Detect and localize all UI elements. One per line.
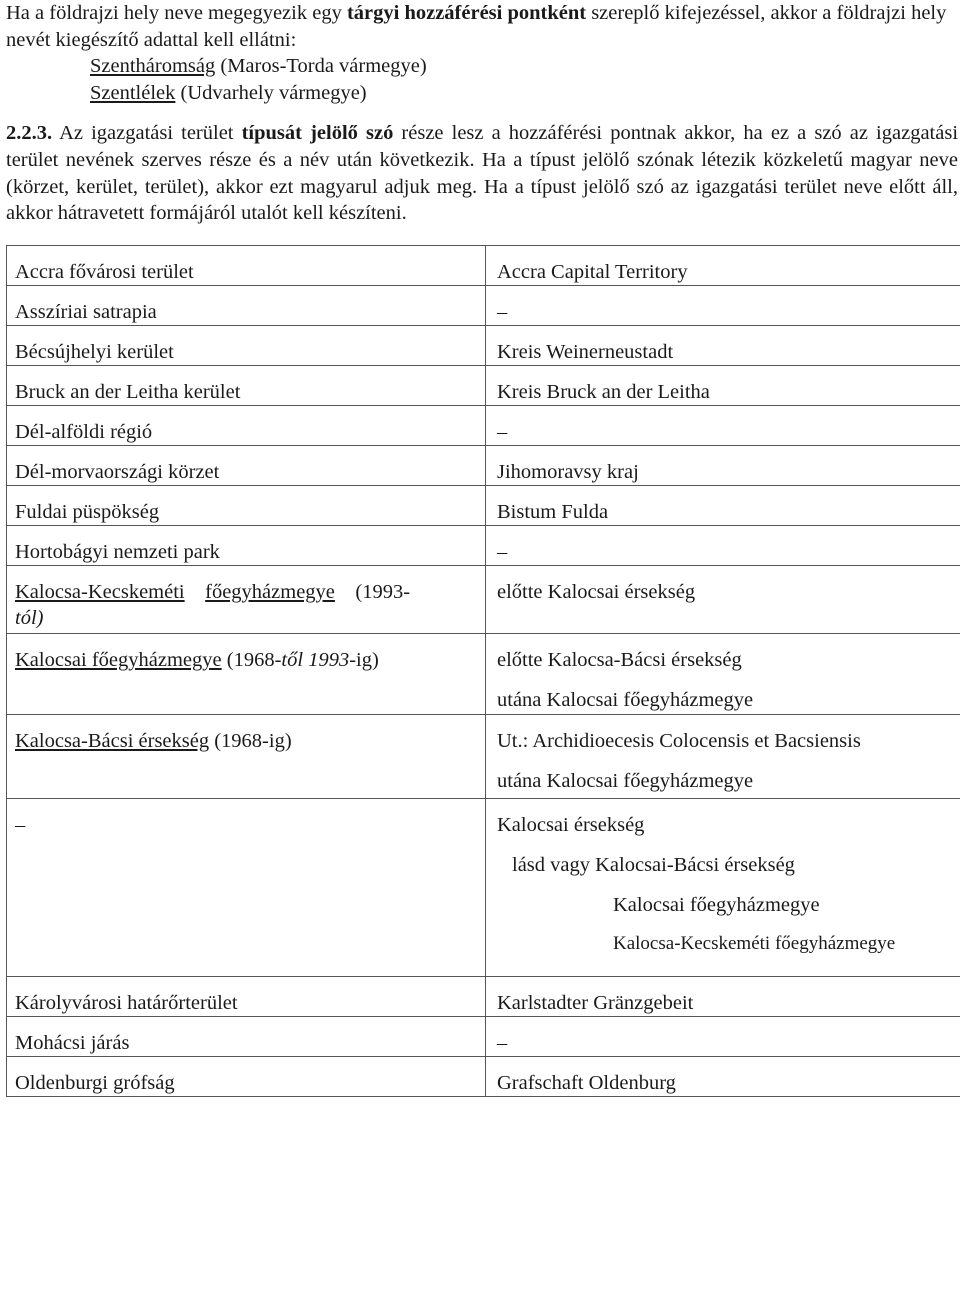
examples-table (6, 245, 960, 1097)
table-row (7, 326, 960, 366)
table-cell-left (7, 634, 486, 715)
table-row (7, 566, 960, 634)
table-cell-right: előtte Kalocsai érsekség (486, 566, 960, 634)
intro-text-end: szereplő kifejezéssel, akkor a földrajzi hely nevét kiegészítő adattal kell ellátni: (6, 2, 947, 51)
table-row (7, 715, 960, 799)
table-cell-left: Hortobágyi nemzeti park (7, 526, 486, 566)
table-cell-right: – (486, 526, 960, 566)
table-row (7, 486, 960, 526)
table-cell-right: Kreis Weinerneustadt (486, 326, 960, 366)
section-text-1: Az igazgatási terület (52, 122, 242, 144)
cell-line: Kalocsa-Kecskeméti főegyházmegye (613, 933, 896, 954)
table-cell-right: Jihomoravsy kraj (486, 446, 960, 486)
entry-link[interactable]: főegyházmegye (205, 581, 335, 603)
table-cell-left: Dél-alföldi régió (7, 406, 486, 446)
cell-line: utána Kalocsai főegyházmegye (497, 689, 754, 711)
entry-note: tól) (15, 607, 44, 629)
table-cell-right: Grafschaft Oldenburg (486, 1057, 960, 1097)
table-cell-right: – (486, 406, 960, 446)
entry-note: (1993- (355, 581, 411, 603)
table-cell-left (7, 715, 486, 799)
table-row (7, 246, 960, 286)
intro-bold-term: tárgyi hozzáférési pontként (346, 2, 587, 24)
table-cell-left: Dél-morvaországi körzet (7, 446, 486, 486)
example-link-2[interactable]: Szentlélek (90, 81, 176, 104)
table-cell-left: Fuldai püspökség (7, 486, 486, 526)
cell-line: Ut.: Archidioecesis Colocensis et Bacsiensis (497, 730, 861, 752)
table-row (7, 1017, 960, 1057)
section-bold-term: típusát jelölő szó (241, 122, 394, 144)
entry-note: 1993 (303, 649, 350, 671)
table-row (7, 799, 960, 977)
table-cell-right (486, 634, 960, 715)
cell-line: előtte Kalocsa-Bácsi érsekség (497, 649, 742, 671)
entry-note: -ig) (349, 649, 379, 671)
table-cell-right: Accra Capital Territory (486, 246, 960, 286)
entry-link[interactable]: Kalocsa-Bácsi érsekség (15, 730, 210, 752)
table-row (7, 286, 960, 326)
table-cell-right: Bistum Fulda (486, 486, 960, 526)
table-row (7, 1057, 960, 1097)
cell-line: Kalocsai érsekség (497, 814, 645, 836)
table-row (7, 977, 960, 1017)
table-cell-left: Bécsújhelyi kerület (7, 326, 486, 366)
table-cell-left: Asszíriai satrapia (7, 286, 486, 326)
table-cell-left: – (7, 799, 486, 977)
intro-paragraph (6, 0, 958, 106)
table-cell-left (7, 566, 486, 634)
table-row (7, 526, 960, 566)
table-cell-left: Károlyvárosi határőrterület (7, 977, 486, 1017)
table-cell-right: – (486, 1017, 960, 1057)
intro-text (6, 0, 958, 53)
table-cell-left: Bruck an der Leitha kerület (7, 366, 486, 406)
entry-link[interactable]: Kalocsai főegyházmegye (15, 649, 222, 671)
entry-note: től (281, 649, 304, 671)
table-row (7, 446, 960, 486)
table-row (7, 634, 960, 715)
example-link-1[interactable]: Szentháromság (90, 55, 216, 77)
table-cell-left: Mohácsi járás (7, 1017, 486, 1057)
table-cell-right (486, 715, 960, 799)
entry-note: (1968- (221, 649, 282, 671)
cell-line: Kalocsai főegyházmegye (613, 894, 820, 916)
intro-text-start: Ha a földrajzi hely neve megegyezik egy (6, 2, 347, 24)
table-cell-right (486, 799, 960, 977)
example-note-2: (Udvarhely vármegye) (175, 81, 367, 104)
example-line-2 (6, 80, 958, 107)
section-2-2-3 (6, 120, 958, 227)
cell-line: lásd vagy Kalocsai-Bácsi érsekség (512, 854, 795, 876)
section-number: 2.2.3. (6, 122, 53, 144)
cell-line: utána Kalocsai főegyházmegye (497, 770, 754, 792)
table-cell-left: Oldenburgi grófság (7, 1057, 486, 1097)
table-cell-left: Accra fővárosi terület (7, 246, 486, 286)
entry-note: (1968-ig) (209, 730, 292, 752)
example-line-1 (6, 53, 958, 80)
table-row (7, 366, 960, 406)
table-cell-right: – (486, 286, 960, 326)
entry-link[interactable]: Kalocsa-Kecskeméti (15, 581, 185, 603)
example-note-1: (Maros-Torda vármegye) (215, 55, 427, 77)
table-row (7, 406, 960, 446)
table-cell-right: Karlstadter Gränzgebeit (486, 977, 960, 1017)
section-text-2: része lesz a hozzáférési pontnak akkor, ha ez a szó az igazgatási terület nevének szerves része és a név után következik. Ha a típust jelölő szónak létezik közkeletű magyar neve (körzet, kerület, terület), akkor ezt magyarul adjuk meg. Ha a típust jelölő szó az igazgatási terület neve előtt áll, akkor hátravetett formájáról utalót kell készíteni. (6, 122, 959, 225)
table-cell-right: Kreis Bruck an der Leitha (486, 366, 960, 406)
